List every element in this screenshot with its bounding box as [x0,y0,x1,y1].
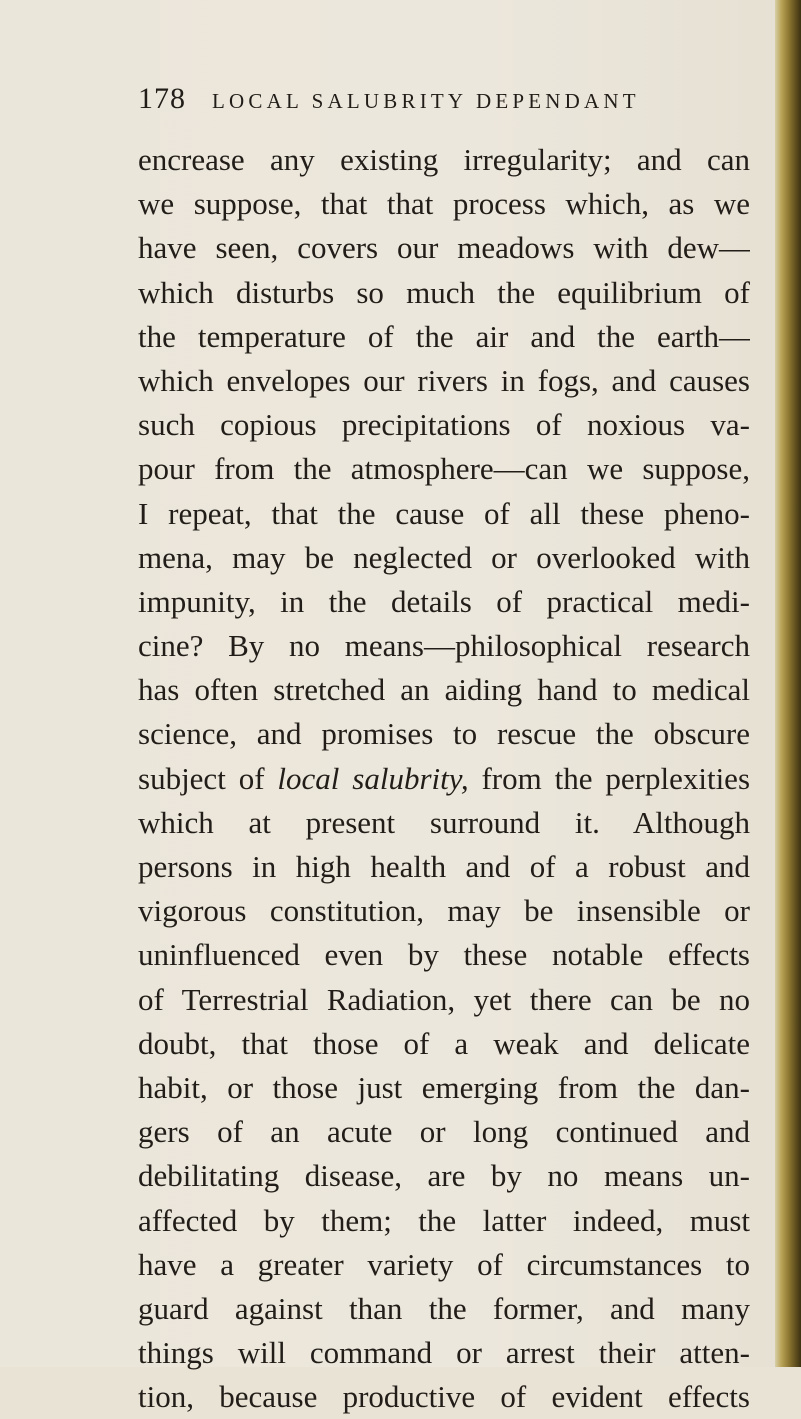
text-line: affected by them; the latter indeed, must [138,1202,750,1238]
text-line: doubt, that those of a weak and delicate [138,1025,750,1061]
text-line: the temperature of the air and the earth— [138,318,750,354]
page-header [138,82,678,122]
text-line: vigorous constitution, may be insensible or [138,893,750,929]
book-binding-edge [775,0,801,1367]
text-line: things will command or arrest their atten- [138,1335,750,1371]
text-line: persons in high health and of a robust and [138,849,750,884]
text-line: I repeat, that the cause of all these pheno- [138,495,750,531]
page-number: 178 [138,82,186,115]
text-line: which at present surround it. Although [138,804,750,840]
line-text-before: subject of [138,760,278,796]
running-head: LOCAL SALUBRITY DEPENDANT [212,89,640,113]
text-line: habit, or those just emerging from the dan- [138,1069,750,1105]
italic-phrase: local salubrity, [277,760,469,796]
text-line: of Terrestrial Radiation, yet there can be no [138,981,750,1017]
text-line: such copious precipitations of noxious va- [138,407,750,443]
text-line: impunity, in the details of practical medi- [138,583,750,619]
line-text-after: from the perplexities [468,760,750,796]
text-line: we suppose, that that process which, as we [138,186,750,222]
text-line: has often stretched an aiding hand to medical [138,672,750,708]
text-line: tion, because productive of evident effects [138,1379,750,1415]
text-line: guard against than the former, and many [138,1290,750,1326]
text-line: cine? By no means—philosophical research [138,628,750,664]
text-line: which disturbs so much the equilibrium of [138,274,750,310]
text-line: uninfluenced even by these notable effects [138,937,750,973]
text-line-with-italic [138,757,750,801]
text-line: science, and promises to rescue the obscure [138,716,750,752]
text-line: have seen, covers our meadows with dew— [138,230,750,266]
text-line: mena, may be neglected or overlooked with [138,539,750,575]
text-line: encrease any existing irregularity; and can [138,142,750,177]
text-line: which envelopes our rivers in fogs, and causes [138,362,750,398]
body-text [138,138,750,1419]
text-line: gers of an acute or long continued and [138,1114,750,1150]
text-line: debilitating disease, are by no means un- [138,1158,750,1194]
text-line: have a greater variety of circumstances to [138,1246,750,1282]
text-line: pour from the atmosphere—can we suppose, [138,451,750,487]
